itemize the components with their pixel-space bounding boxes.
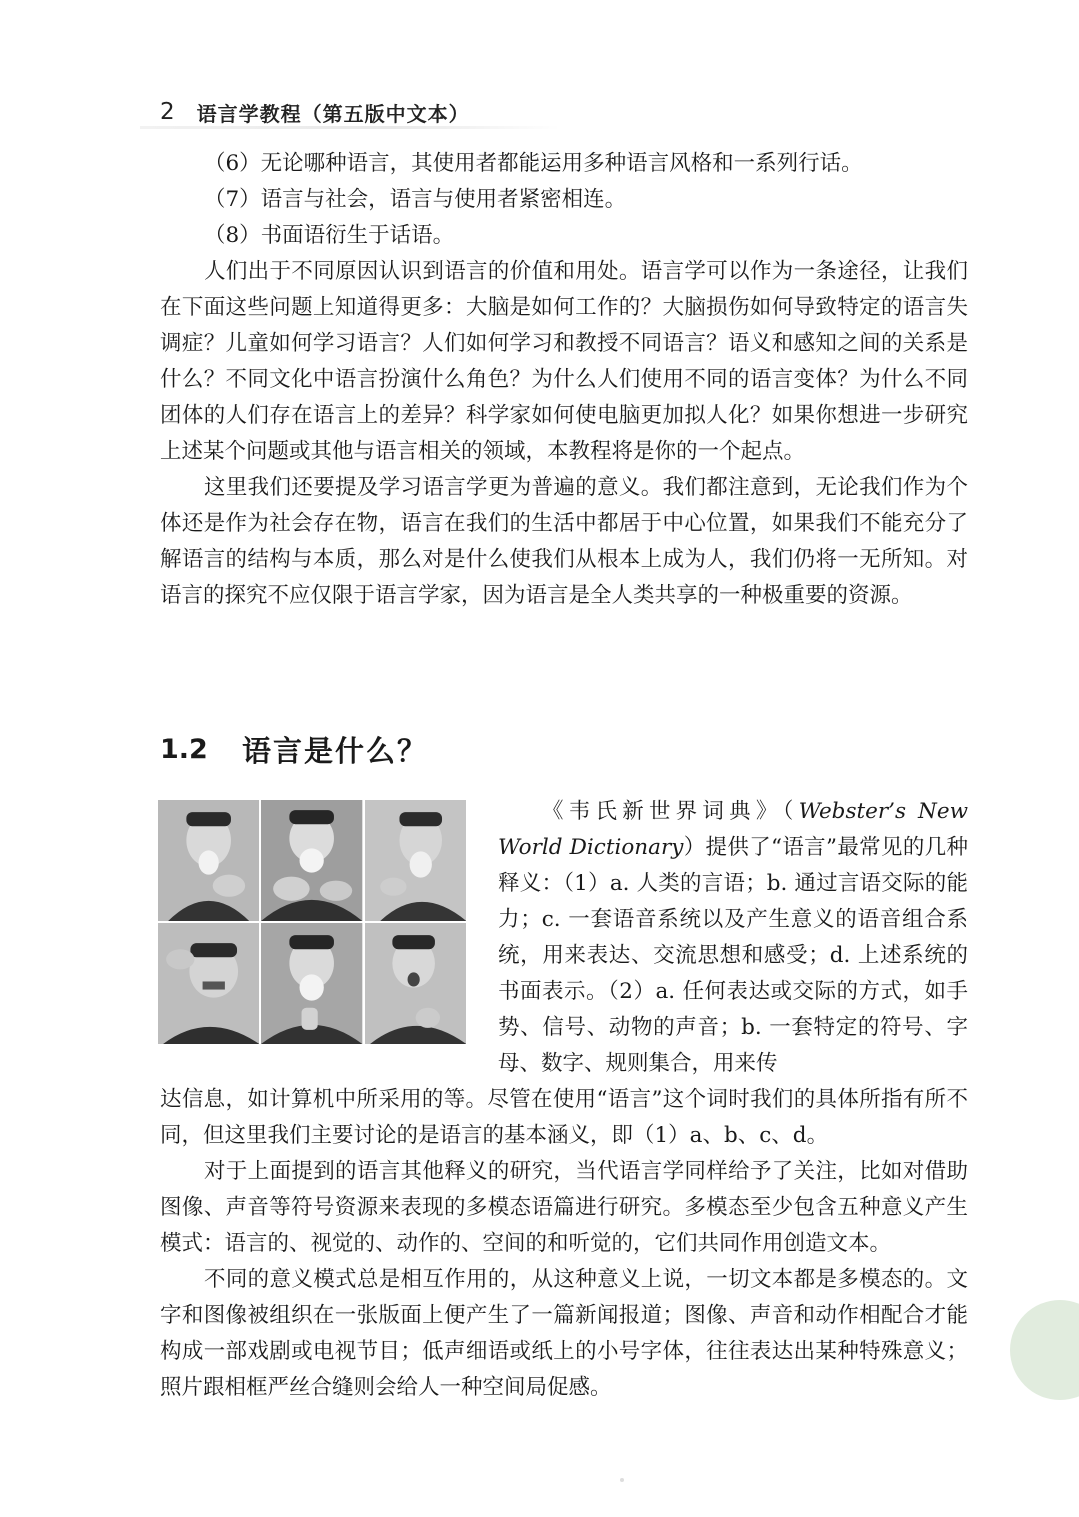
paragraph: 人们出于不同原因认识到语言的价值和用处。语言学可以作为一条途径，让我们在下面这些问题上知道得更多：大脑是如何工作的？大脑损伤如何导致特定的语言失调症？儿童如何学习语言？人们如何学习和教授不同语言？语义和感知之间的关系是什么？不同文化中语言扮演什么角色？为什么人们使用不同的语言变体？为什么不同团体的人们存在语言上的差异？科学家如何使电脑更加拟人化？如果你想进一步研究上述某个问题或其他与语言相关的领域，本教程将是你的一个起点。 [160,259,968,464]
list-item: （8）书面语衍生于话语。 [204,223,455,248]
section-title: 语言是什么？ [242,733,429,768]
book-title: 语言学教程（第五版中文本） [196,101,470,126]
bottom-text-block [160,1082,968,1406]
dictionary-name-en: Webster’s New World Dictionary [498,799,968,860]
gesture-photo [261,800,362,921]
section-number: 1.2 [160,733,208,765]
library-stamp [1010,1300,1079,1400]
paragraph: 这里我们还要提及学习语言学更为普遍的意义。我们都注意到，无论我们作为个体还是作为社会存在物，语言在我们的生活中都居于中心位置，如果我们不能充分了解语言的结构与本质，那么对是什么使我们从根本上成为人，我们仍将一无所知。对语言的探究不应仅限于语言学家，因为语言是全人类共享的一种极重要的资源。 [160,475,968,608]
gesture-photo-grid [158,800,466,1044]
gesture-photo [365,800,466,921]
scan-mark [620,1478,624,1482]
gesture-photo [261,923,362,1044]
page-number: 2 [160,99,175,125]
gesture-photo [158,800,259,921]
paragraph: 不同的意义模式总是相互作用的，从这种意义上说，一切文本都是多模态的。文字和图像被组织在一张版面上便产生了一篇新闻报道；图像、声音和动作相配合才能构成一部戏剧或电视节目；低声细语或纸上的小号字体，往往表达出某种特殊意义；照片跟相框严丝合缝则会给人一种空间局促感。 [160,1267,968,1400]
paragraph-continuation: 达信息，如计算机中所采用的等。尽管在使用“语言”这个词时我们的具体所指有所不同，但这里我们主要讨论的是语言的基本涵义，即（1）a、b、c、d。 [160,1087,968,1148]
paragraph-text: ）提供了“语言”最常见的几种释义：（1）a. 人类的言语；b. 通过言语交际的能力；c. 一套语音系统以及产生意义的语音组合系统，用来表达、交流思想和感受；d. 上述系统的书面表示。（2）a. 任何表达或交际的方式，如手势、信号、动物的声音；b. 一套特定的符号、字母、数字、规则集合，用来传 [498,835,968,1076]
gesture-photo [158,923,259,1044]
list-item: （7）语言与社会，语言与使用者紧密相连。 [204,187,627,212]
paragraph [498,794,968,1082]
top-text-block [160,146,968,614]
header-rule [140,126,560,129]
dictionary-name-cn: 《韦氏新世界词典》（ [542,799,799,824]
section-heading [160,724,428,774]
gesture-photo [365,923,466,1044]
list-item: （6）无论哪种语言，其使用者都能运用多种语言风格和一系列行话。 [204,151,863,176]
running-header [160,96,470,128]
paragraph: 对于上面提到的语言其他释义的研究，当代语言学同样给予了关注，比如对借助图像、声音等符号资源来表现的多模态语篇进行研究。多模态至少包含五种意义产生模式：语言的、视觉的、动作的、空间的和听觉的，它们共同作用创造文本。 [160,1159,968,1256]
wrapped-paragraph [498,794,968,1082]
